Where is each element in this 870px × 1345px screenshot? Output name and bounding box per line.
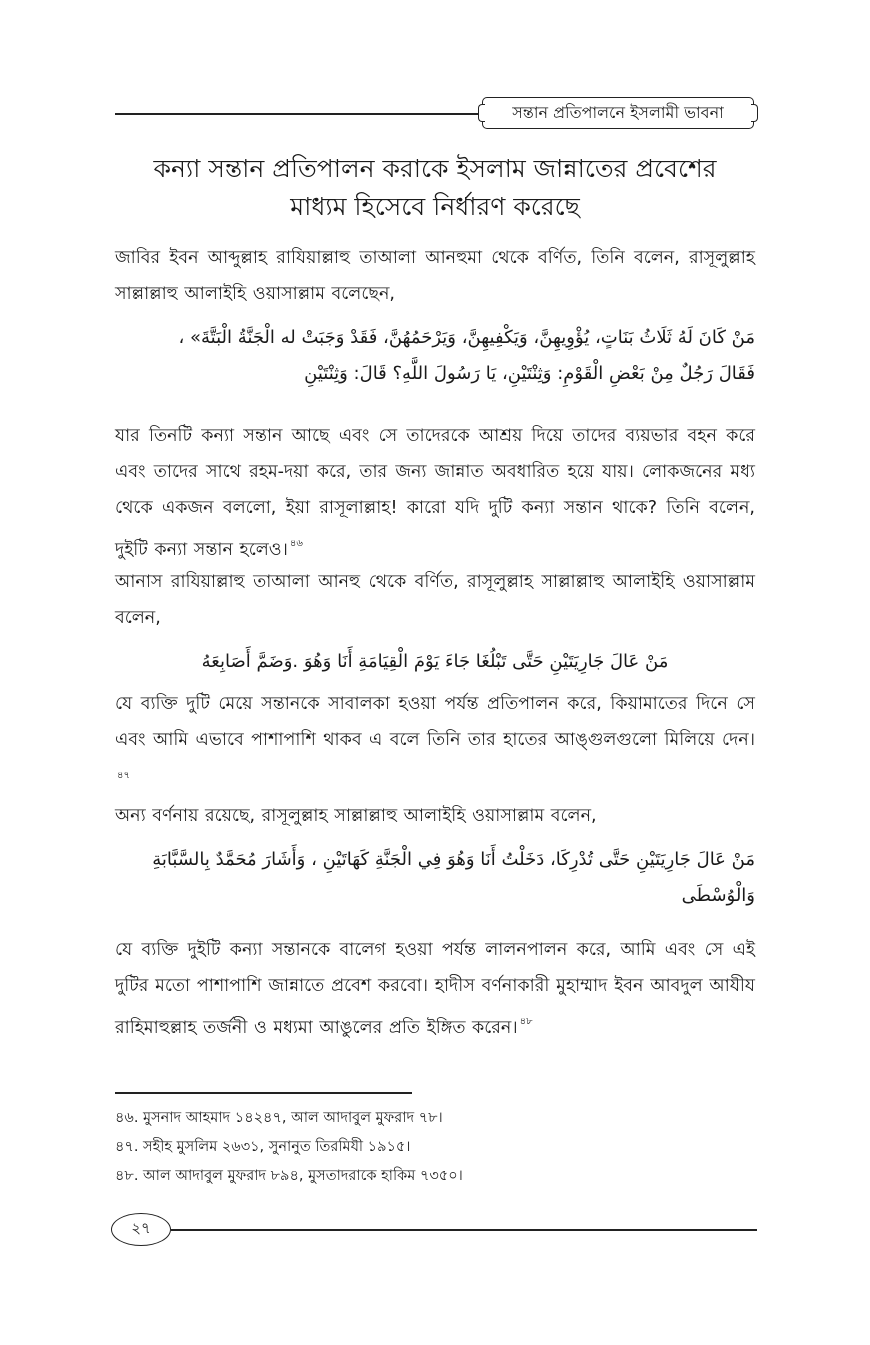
arabic-hadith-1 (115, 320, 755, 392)
arabic-hadith-3 (115, 842, 755, 914)
paragraph-6 (115, 932, 755, 1046)
footnote-47: ৪৭. সহীহ মুসলিম ২৬৩১, সুনানুত তিরমিযী ১৯১৫। (115, 1139, 411, 1155)
chapter-title (115, 150, 755, 226)
page-number-badge (111, 1213, 171, 1246)
footnote-ref-46[interactable]: ৪৬ (289, 538, 303, 549)
running-header (482, 97, 754, 129)
paragraph-6-text: যে ব্যক্তি দুইটি কন্যা সন্তানকে বালেগ হওয়া পর্যন্ত লালনপালন করে, আমি এবং সে এই দুটির মতো পাশাপাশি জান্নাতে প্রবেশ করবো। হাদীস বর্ণনাকারী মুহাম্মাদ ইবন আবদুল আযীয রাহিমাহুল্লাহ তর্জনী ও মধ্যমা আঙুলের প্রতি ইঙ্গিত করেন। (115, 940, 755, 1038)
footer-rule (171, 1229, 757, 1231)
footnote-separator (115, 1092, 412, 1094)
paragraph-5: অন্য বর্ণনায় রয়েছে, রাসূলুল্লাহ সাল্লাল্লাহু আলাইহি ওয়াসাল্লাম বলেন, (115, 806, 597, 826)
chapter-title-line-1: কন্যা সন্তান প্রতিপালন করাকে ইসলাম জান্নাতের প্রবেশের (153, 154, 717, 183)
footnote-46: ৪৬. মুসনাদ আহমাদ ১৪২৪৭, আল আদাবুল মুফরাদ ৭৮। (115, 1110, 443, 1126)
paragraph-3: আনাস রাযিয়াল্লাহু তাআলা আনহু থেকে বর্ণিত, রাসূলুল্লাহ সাল্লাল্লাহু আলাইহি ওয়াসাল্লাম বলেন, (115, 572, 755, 628)
arabic-hadith-1-line-1: مَنْ كَانَ لَهُ ثَلَاثُ بَنَاتٍ، يُؤْوِيهِنَّ، وَيَكْفِيهِنَّ، وَيَرْحَمُهُنَّ، فَقَدْ وَجَبَتْ له الْجَنَّةُ الْبَتَّةَ» ، (178, 327, 755, 348)
footnotes (115, 1104, 755, 1191)
footnote-ref-47[interactable]: ৪৭ (117, 770, 130, 781)
paragraph-4 (115, 686, 755, 800)
arabic-hadith-3-line-2: وَالْوُسْطَى (681, 885, 755, 906)
chapter-title-line-2: মাধ্যম হিসেবে নির্ধারণ করেছে (290, 192, 580, 221)
page-number: ২৭ (131, 1219, 151, 1237)
arabic-hadith-2: مَنْ عَالَ جَارِيَتَيْنِ حَتَّى تَبْلُغَا جَاءَ يَوْمَ الْقِيَامَةِ أَنَا وَهُوَ .وَضَمَّ أَصَابِعَهُ (201, 651, 669, 672)
paragraph-2-text: যার তিনটি কন্যা সন্তান আছে এবং সে তাদেরকে আশ্রয় দিয়ে তাদের ব্যয়ভার বহন করে এবং তাদের সাথে রহম-দয়া করে, তার জন্য জান্নাত অবধারিত হয়ে যায়। লোকজনের মধ্য থেকে একজন বললো, ইয়া রাসূলাল্লাহ! কারো যদি দুটি কন্যা সন্তান থাকে? তিনি বলেন, দুইটি কন্যা সন্তান হলেও। (115, 426, 755, 560)
paragraph-4-text: যে ব্যক্তি দুটি মেয়ে সন্তানকে সাবালকা হওয়া পর্যন্ত প্রতিপালন করে, কিয়ামাতের দিনে সে এবং আমি এভাবে পাশাপাশি থাকব এ বলে তিনি তার হাতের আঙ্গুলগুলো মিলিয়ে দেন। (115, 694, 755, 750)
header-rule (115, 113, 485, 115)
paragraph-1: জাবির ইবন আব্দুল্লাহ রাযিয়াল্লাহু তাআলা আনহুমা থেকে বর্ণিত, তিনি বলেন, রাসূলুল্লাহ সাল্লাল্লাহু আলাইহি ওয়াসাল্লাম বলেছেন, (115, 248, 755, 304)
arabic-hadith-3-line-1: مَنْ عَالَ جَارِيَتَيْنِ حَتَّى تُدْرِكَا، دَخَلْتُ أَنَا وَهُوَ فِي الْجَنَّةِ كَهَاتَيْنِ ، وَأَشَارَ مُحَمَّدٌ بِالسَّبَّابَةِ (152, 849, 755, 870)
footnote-ref-48[interactable]: ৪৮ (519, 1016, 533, 1027)
paragraph-2 (115, 418, 755, 568)
arabic-hadith-1-line-2: فَقَالَ رَجُلٌ مِنْ بَعْضِ الْقَوْمِ: وَثِنْتَيْنِ، يَا رَسُولَ اللَّهِ؟ قَالَ: وَثِنْتَيْنِ (304, 363, 755, 384)
footnote-48: ৪৮. আল আদাবুল মুফরাদ ৮৯৪, মুসতাদরাকে হাকিম ৭৩৫০। (115, 1168, 463, 1184)
running-header-title: সন্তান প্রতিপালনে ইসলামী ভাবনা (512, 102, 724, 122)
